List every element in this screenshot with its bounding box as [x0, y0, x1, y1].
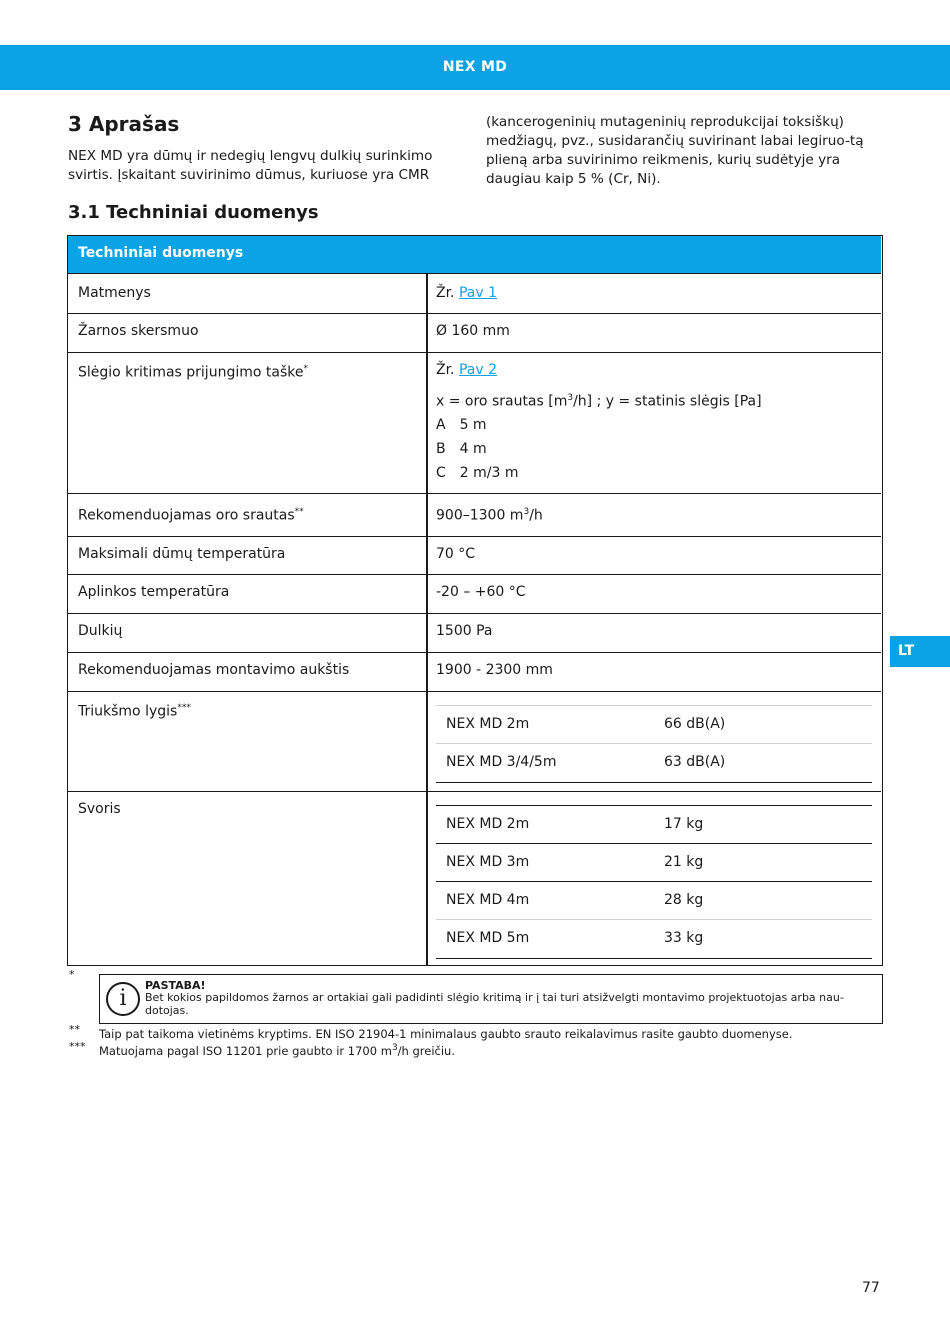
table-row-max-temp — [68, 536, 881, 574]
weight-subtable — [436, 805, 872, 959]
page-number: 77 — [862, 1280, 880, 1296]
row-label: Rekomenduojamas montavimo aukštis — [78, 662, 350, 678]
footnote-text-2: Taip pat taikoma vietinėms kryptims. EN ISO 21904-1 minimalaus gaubto srauto reikalavimus rasite gaubto duomenyse. — [99, 1027, 793, 1041]
row-value — [436, 285, 497, 301]
technical-data-table — [67, 235, 883, 966]
row-label: Svoris — [78, 801, 121, 817]
table-header-label: Techniniai duomenys — [78, 245, 244, 261]
figure-link-pav1[interactable]: Pav 1 — [458, 285, 498, 301]
noise-subtable — [436, 705, 872, 783]
row-value — [436, 362, 497, 378]
table-row-hose — [68, 313, 881, 352]
noise-subrow: NEX MD 3/4/5m 63 dB(A) — [446, 754, 726, 770]
table-row-weight — [68, 791, 881, 965]
intro-text-right: (kancerogeninių mutageninių reprodukcijai toksiškų) medžiagų, pvz., susidarančių suvirinant labai legiruo-tą plieną arba suvirinimo reikmenis, kurių sudėtyje yra daugiau kaip 5 % (Cr, Ni). — [486, 114, 864, 187]
row-label: Rekomenduojamas oro srautas** — [78, 507, 304, 524]
table-row-airflow — [68, 493, 881, 536]
row-label: Maksimali dūmų temperatūra — [78, 546, 286, 562]
row-label: Slėgio kritimas prijungimo taške* — [78, 364, 308, 381]
row-value: Ø 160 mm — [436, 323, 510, 339]
intro-text-left: NEX MD yra dūmų ir nedegių lengvų dulkių surinkimo svirtis. Įskaitant suvirinimo dūmus, kuriuose yra CMR — [68, 148, 433, 183]
footnote-mark-2: ** — [69, 1023, 80, 1036]
header-title: NEX MD — [442, 59, 508, 75]
row-label: Matmenys — [78, 285, 151, 301]
legend-a: A 5 m — [436, 417, 487, 433]
section-title: 3 Aprašas — [68, 112, 180, 136]
weight-subrow: NEX MD 3m 21 kg — [436, 844, 872, 882]
row-value: 900–1300 $m^3/h$ — [436, 507, 543, 524]
table-row-pressure — [68, 352, 881, 493]
value-prefix: Žr. — [436, 362, 455, 378]
row-value: -20 – +60 °C — [436, 584, 526, 600]
row-label: Žarnos skersmuo — [78, 323, 199, 339]
axes-description: x = oro srautas $[m^3/h]$ ; y = statinis slėgis [Pa] — [436, 393, 762, 410]
note-title: PASTABA! — [145, 979, 206, 992]
subsection-title: 3.1 Techniniai duomenys — [68, 202, 319, 223]
row-label: Dulkių — [78, 623, 123, 639]
table-row-dimensions — [68, 274, 881, 313]
footnote-mark-3: *** — [69, 1040, 86, 1053]
footnote-mark-1: * — [69, 968, 75, 981]
weight-subrow: NEX MD 4m 28 kg — [436, 882, 872, 920]
language-tab[interactable] — [890, 636, 950, 667]
note-text: Bet kokios papildomos žarnos ar ortakiai gali padidinti slėgio kritimą ir į tai turi atsižvelgti montavimo projektuotojas arba nau-dotojas. — [145, 991, 844, 1017]
table-header — [68, 236, 881, 274]
noise-subrow: NEX MD 2m 66 dB(A) — [436, 706, 872, 744]
table-row-dust — [68, 613, 881, 652]
row-label: Aplinkos temperatūra — [78, 584, 230, 600]
note-box — [99, 974, 883, 1024]
table-row-noise — [68, 691, 881, 791]
weight-subrow: NEX MD 2m 17 kg — [436, 806, 872, 844]
footnote-text-3: Matuojama pagal ISO 11201 prie gaubto ir 1700 $m^3/h$ greičiu. — [99, 1043, 455, 1058]
legend-c: C 2 m/3 m — [436, 465, 519, 481]
row-value: 1900 - 2300 mm — [436, 662, 553, 678]
row-value: 1500 Pa — [436, 623, 493, 639]
table-row-ambient — [68, 574, 881, 613]
row-label: Triukšmo lygis*** — [78, 703, 191, 720]
legend-b: B 4 m — [436, 441, 487, 457]
value-prefix: Žr. — [436, 285, 455, 301]
table-row-mount-height — [68, 652, 881, 691]
row-value: 70 °C — [436, 546, 476, 562]
info-icon: i — [106, 982, 140, 1016]
weight-subrow: NEX MD 5m 33 kg — [446, 930, 704, 946]
figure-link-pav2[interactable]: Pav 2 — [458, 362, 498, 378]
language-tab-label: LT — [898, 643, 915, 659]
